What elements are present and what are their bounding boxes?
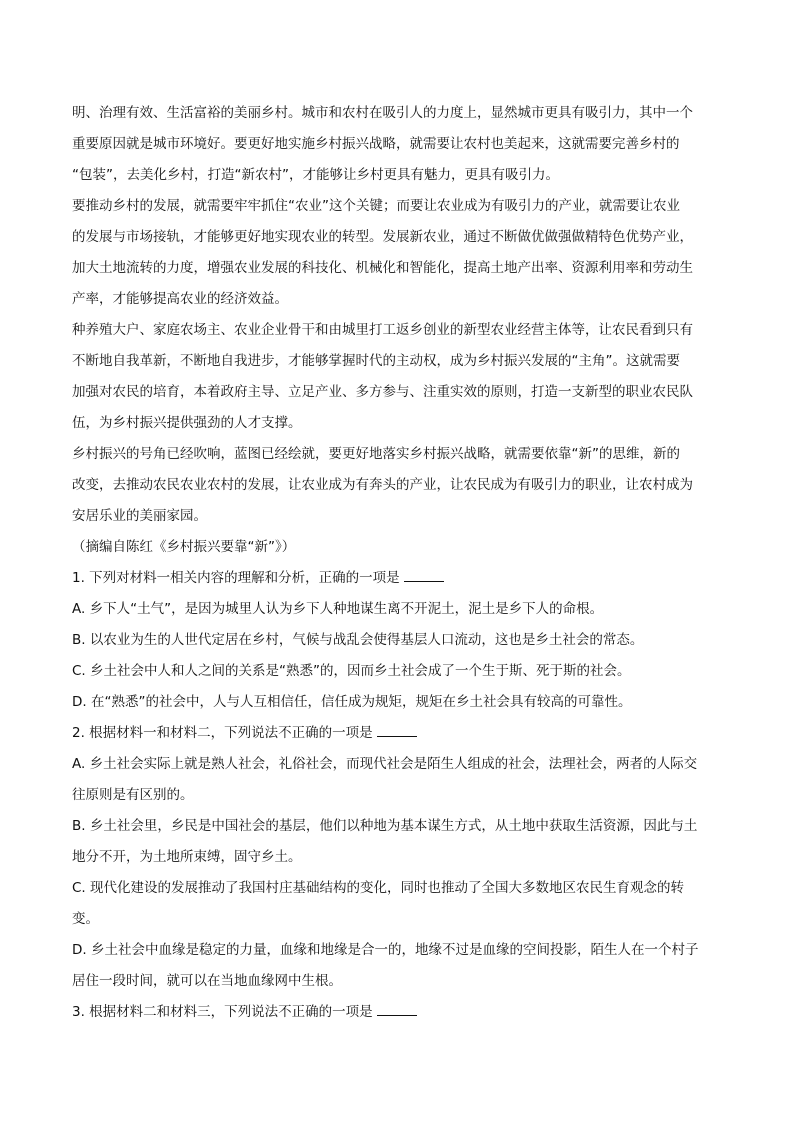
paragraph-line: 加大土地流转的力度，增强农业发展的科技化、机械化和智能化，提高土地产出率、资源利用率和劳动生 (72, 260, 693, 276)
paragraph-line: 乡村振兴的号角已经吹响，蓝图已经绘就，要更好地落实乡村振兴战略，就需要依靠“新”的思维，新的 (72, 446, 680, 462)
answer-blank[interactable] (377, 1001, 417, 1016)
paragraph-line: 明、治理有效、生活富裕的美丽乡村。城市和农村在吸引人的力度上，显然城市更具有吸引力，其中一个 (72, 105, 693, 121)
question-1-option-c: C. 乡土社会中人和人之间的关系是“熟悉”的，因而乡土社会成了一个生于斯、死于斯的社会。 (72, 663, 631, 679)
answer-blank[interactable] (377, 722, 417, 737)
paragraph-line: 要推动乡村的发展，就需要牢牢抓住“农业”这个关键；而要让农业成为有吸引力的产业，就需要让农业 (72, 198, 680, 214)
question-text: 3. 根据材料二和材料三，下列说法不正确的一项是 (72, 1004, 373, 1020)
document-page (72, 98, 722, 1028)
question-2-option-c-cont: 变。 (72, 911, 99, 927)
question-1-option-a: A. 乡下人“土气”，是因为城里人认为乡下人种地谋生离不开泥土，泥土是乡下人的命根。 (72, 601, 604, 617)
paragraph-line: 重要原因就是城市环境好。要更好地实施乡村振兴战略，就需要让农村也美起来，这就需要完善乡村的 (72, 136, 680, 152)
question-1-stem (72, 563, 722, 594)
question-text: 1. 下列对材料一相关内容的理解和分析，正确的一项是 (72, 570, 400, 586)
question-2-option-b: B. 乡土社会里，乡民是中国社会的基层，他们以种地为基本谋生方式，从土地中获取生活资源，因此与土 (72, 818, 698, 834)
paragraph-line: 不断地自我革新，不断地自我进步，才能够掌握时代的主动权，成为乡村振兴发展的“主角”。这就需要 (72, 353, 680, 369)
question-3-stem (72, 997, 722, 1028)
paragraph-line: 加强对农民的培育，本着政府主导、立足产业、多方参与、注重实效的原则，打造一支新型的职业农民队 (72, 384, 693, 400)
paragraph-line: 安居乐业的美丽家园。 (72, 508, 207, 524)
question-text: 2. 根据材料一和材料二，下列说法不正确的一项是 (72, 725, 373, 741)
question-1-option-d: D. 在“熟悉”的社会中，人与人互相信任，信任成为规矩，规矩在乡土社会具有较高的可靠性。 (72, 694, 632, 710)
question-2-option-a-cont: 往原则是有区别的。 (72, 787, 194, 803)
paragraph-line: “包装”，去美化乡村，打造“新农村”，才能够让乡村更具有魅力，更具有吸引力。 (72, 167, 559, 183)
paragraph-line: 伍，为乡村振兴提供强劲的人才支撑。 (72, 415, 302, 431)
question-2-option-c: C. 现代化建设的发展推动了我国村庄基础结构的变化，同时也推动了全国大多数地区农民生育观念的转 (72, 880, 685, 896)
question-2-option-d-cont: 居住一段时间，就可以在当地血缘网中生根。 (72, 973, 342, 989)
paragraph-line: 种养殖大户、家庭农场主、农业企业骨干和由城里打工返乡创业的新型农业经营主体等，让农民看到只有 (72, 322, 693, 338)
paragraph-line: 产率，才能够提高农业的经济效益。 (72, 291, 288, 307)
question-2-stem (72, 718, 722, 749)
question-2-option-d: D. 乡土社会中血缘是稳定的力量，血缘和地缘是合一的，地缘不过是血缘的空间投影，陌生人在一个村子 (72, 942, 699, 958)
question-2-option-a: A. 乡土社会实际上就是熟人社会，礼俗社会，而现代社会是陌生人组成的社会，法理社会，两者的人际交 (72, 756, 698, 772)
answer-blank[interactable] (404, 567, 444, 582)
paragraph-line: 改变，去推动农民农业农村的发展，让农业成为有奔头的产业，让农民成为有吸引力的职业，让农村成为 (72, 477, 693, 493)
paragraph-line: 的发展与市场接轨，才能够更好地实现农业的转型。发展新农业，通过不断做优做强做精特色优势产业， (72, 229, 693, 245)
question-2-option-b-cont: 地分不开，为土地所束缚，固守乡土。 (72, 849, 302, 865)
source-citation: （摘编自陈红《乡村振兴要靠“新”》） (72, 539, 296, 555)
question-1-option-b: B. 以农业为生的人世代定居在乡村，气候与战乱会使得基层人口流动，这也是乡土社会的常态。 (72, 632, 644, 648)
